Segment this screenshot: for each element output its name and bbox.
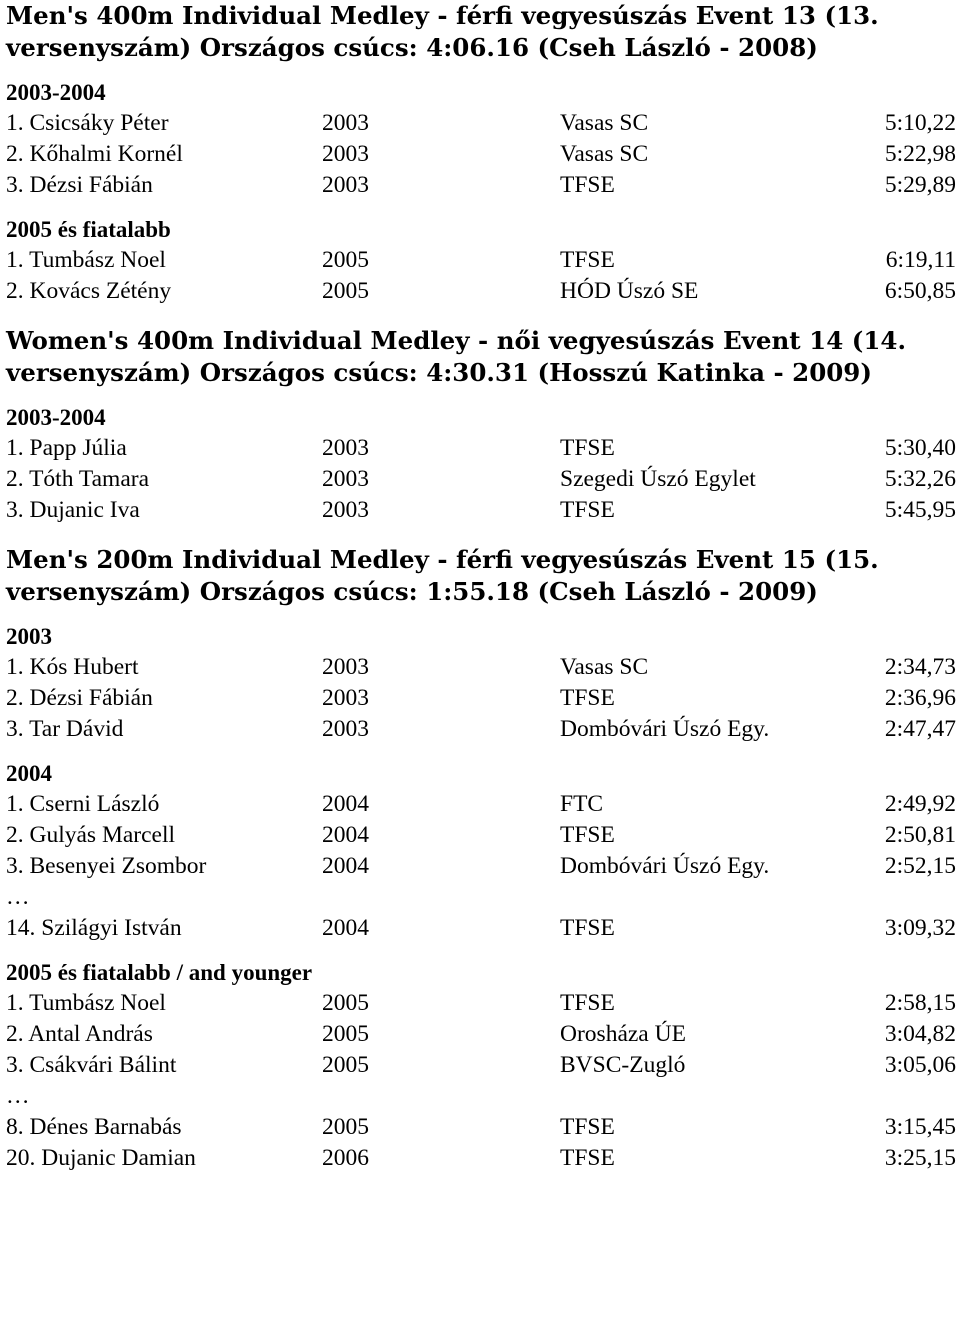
club-name: TFSE [560,1145,615,1171]
age-group [6,958,960,1174]
club-name: Dombóvári Úszó Egy. [560,716,770,742]
swimmer-name: 2. Tóth Tamara [6,466,150,492]
club-name: Vasas SC [560,654,649,680]
club-name: TFSE [560,685,615,711]
result-row [6,433,960,464]
club-name: TFSE [560,172,615,198]
club-name: Orosháza ÚE [560,1021,686,1047]
result-row [6,1143,960,1174]
result-time: 5:32,26 [884,466,956,492]
event-section [6,544,960,1174]
swimmer-name: 3. Csákvári Bálint [6,1052,177,1078]
birth-year: 2003 [322,654,369,680]
club-name: Vasas SC [560,141,649,167]
swimmer-name: 3. Dujanic Iva [6,497,140,523]
event-title-line1: Men's 400m Individual Medley - férfi vegyesúszás Event 13 (13. [6,1,879,30]
result-time: 3:04,82 [884,1021,956,1047]
club-name: HÓD Úszó SE [560,278,699,304]
swimmer-name: 1. Cserni László [6,791,160,817]
swimmer-name: 1. Tumbász Noel [6,247,166,273]
birth-year: 2004 [322,822,369,848]
age-group-title: 2003 [6,624,52,649]
club-name: BVSC-Zugló [560,1052,686,1078]
result-row [6,108,960,139]
result-row [6,245,960,276]
swimmer-name: 2. Kovács Zétény [6,278,172,304]
club-name: Vasas SC [560,110,649,136]
club-name: TFSE [560,915,615,941]
birth-year: 2003 [322,435,369,461]
swimmer-name: 1. Papp Júlia [6,435,127,461]
event-title [6,0,960,64]
result-row [6,1112,960,1143]
birth-year: 2003 [322,685,369,711]
birth-year: 2004 [322,791,369,817]
event-title [6,325,960,389]
club-name: FTC [560,791,604,817]
birth-year: 2006 [322,1145,369,1171]
result-time: 5:45,95 [884,497,956,523]
club-name: TFSE [560,497,615,523]
swimmer-name: 8. Dénes Barnabás [6,1114,182,1140]
age-group-title: 2003-2004 [6,80,106,105]
result-row [6,170,960,201]
age-group [6,622,960,745]
result-time: 5:10,22 [884,110,956,136]
age-group [6,403,960,526]
birth-year: 2005 [322,1021,369,1047]
result-row [6,495,960,526]
result-row [6,1050,960,1081]
club-name: Dombóvári Úszó Egy. [560,853,770,879]
club-name: TFSE [560,247,615,273]
birth-year: 2003 [322,716,369,742]
result-time: 2:36,96 [884,685,956,711]
club-name: TFSE [560,822,615,848]
result-row [6,851,960,882]
event-title-line2: versenyszám) Országos csúcs: 1:55.18 (Cseh László - 2009) [6,577,818,606]
club-name: TFSE [560,1114,615,1140]
swimmer-name: 20. Dujanic Damian [6,1145,196,1171]
result-row [6,988,960,1019]
age-group-title: 2004 [6,761,52,786]
result-time: 5:30,40 [884,435,956,461]
birth-year: 2004 [322,853,369,879]
result-time: 3:09,32 [884,915,956,941]
event-title-line1: Women's 400m Individual Medley - női vegyesúszás Event 14 (14. [6,326,906,355]
age-group [6,215,960,307]
result-row [6,683,960,714]
result-row [6,139,960,170]
birth-year: 2003 [322,466,369,492]
age-group [6,759,960,944]
age-group [6,78,960,201]
result-time: 3:15,45 [884,1114,956,1140]
result-time: 2:58,15 [884,990,956,1016]
age-group-title: 2005 és fiatalabb [6,217,171,242]
result-row [6,1019,960,1050]
result-row [6,276,960,307]
result-row [6,464,960,495]
birth-year: 2005 [322,247,369,273]
swimmer-name: 1. Csicsáky Péter [6,110,169,136]
age-group-title: 2003-2004 [6,405,106,430]
result-row [6,714,960,745]
result-time: 5:29,89 [884,172,956,198]
result-time: 6:19,11 [885,247,956,273]
birth-year: 2005 [322,1052,369,1078]
event-title-line2: versenyszám) Országos csúcs: 4:30.31 (Hosszú Katinka - 2009) [6,358,872,387]
birth-year: 2004 [322,915,369,941]
result-row [6,652,960,683]
swimmer-name: 2. Antal András [6,1021,153,1047]
birth-year: 2005 [322,1114,369,1140]
swimmer-name: 3. Tar Dávid [6,716,124,742]
birth-year: 2005 [322,278,369,304]
birth-year: 2003 [322,141,369,167]
omitted-rows-ellipsis: … [6,884,30,910]
result-time: 6:50,85 [884,278,956,304]
event-title-line2: versenyszám) Országos csúcs: 4:06.16 (Cseh László - 2008) [6,33,818,62]
omitted-rows-ellipsis: … [6,1083,30,1109]
result-time: 2:34,73 [884,654,956,680]
result-row [6,913,960,944]
result-time: 3:25,15 [884,1145,956,1171]
age-group-title: 2005 és fiatalabb / and younger [6,960,313,985]
result-row [6,789,960,820]
event-title [6,544,960,608]
birth-year: 2003 [322,110,369,136]
club-name: TFSE [560,435,615,461]
event-section [6,0,960,307]
result-time: 2:49,92 [884,791,956,817]
result-time: 2:47,47 [884,716,956,742]
swimmer-name: 2. Gulyás Marcell [6,822,176,848]
swimmer-name: 3. Dézsi Fábián [6,172,153,198]
swimmer-name: 3. Besenyei Zsombor [6,853,207,879]
club-name: TFSE [560,990,615,1016]
result-time: 2:50,81 [884,822,956,848]
result-time: 2:52,15 [884,853,956,879]
birth-year: 2003 [322,497,369,523]
swimmer-name: 1. Kós Hubert [6,654,139,680]
event-title-line1: Men's 200m Individual Medley - férfi vegyesúszás Event 15 (15. [6,545,879,574]
result-time: 3:05,06 [884,1052,956,1078]
swimmer-name: 2. Kőhalmi Kornél [6,141,183,167]
swimmer-name: 14. Szilágyi István [6,915,182,941]
result-row [6,820,960,851]
birth-year: 2003 [322,172,369,198]
event-section [6,325,960,526]
swimmer-name: 2. Dézsi Fábián [6,685,153,711]
birth-year: 2005 [322,990,369,1016]
club-name: Szegedi Úszó Egylet [560,466,756,492]
swimmer-name: 1. Tumbász Noel [6,990,166,1016]
result-time: 5:22,98 [884,141,956,167]
